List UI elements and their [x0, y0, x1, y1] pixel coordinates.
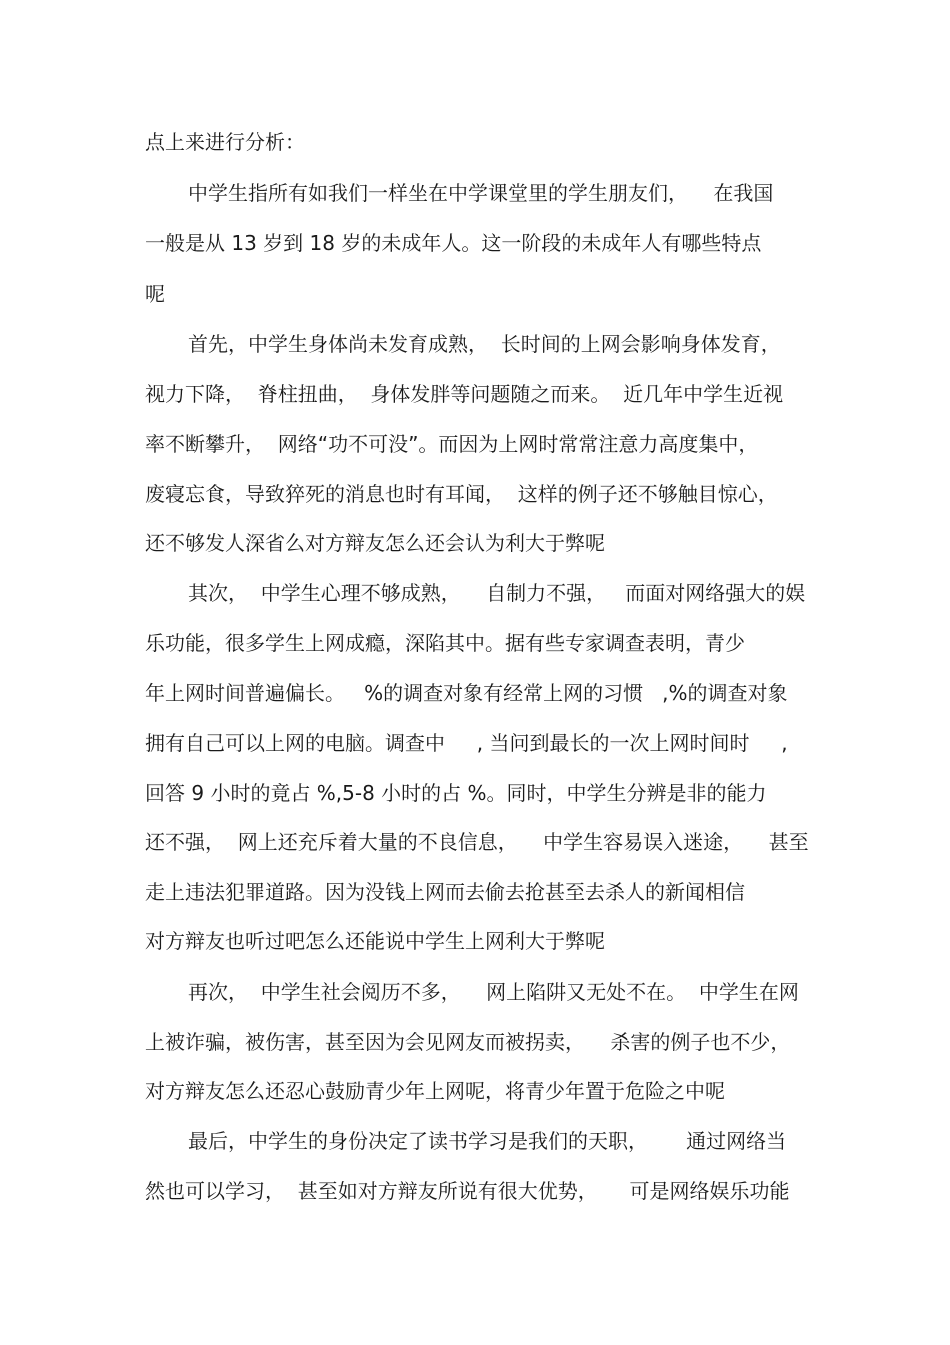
- text-line: 呢: [145, 282, 165, 306]
- text-line: 点上来进行分析：: [145, 130, 305, 154]
- text-line: 废寝忘食，导致猝死的消息也时有耳闻， 这样的例子还不够触目惊心，: [145, 482, 778, 506]
- paragraph-first-line: 再次， 中学生社会阅历不多， 网上陷阱又无处不在。 中学生在网: [188, 980, 799, 1004]
- text-line: 回答 9 小时的竟占 %,5-8 小时的占 %。同时，中学生分辨是非的能力: [145, 781, 767, 805]
- paragraph-first-line: 首先，中学生身体尚未发育成熟， 长时间的上网会影响身体发育，: [188, 332, 781, 356]
- text-line: 视力下降， 脊柱扭曲， 身体发胖等问题随之而来。 近几年中学生近视: [145, 382, 784, 406]
- text-line: 拥有自己可以上网的电脑。调查中 , 当问到最长的一次上网时间时 ,: [145, 731, 788, 755]
- text-line: 然也可以学习， 甚至如对方辩友所说有很大优势， 可是网络娱乐功能: [145, 1179, 790, 1203]
- text-line: 对方辩友怎么还忍心鼓励青少年上网呢，将青少年置于危险之中呢: [145, 1079, 725, 1103]
- paragraph-first-line: 中学生指所有如我们一样坐在中学课堂里的学生朋友们， 在我国: [188, 181, 774, 205]
- text-line: 上被诈骗，被伤害，甚至因为会见网友而被拐卖， 杀害的例子也不少，: [145, 1030, 791, 1054]
- text-line: 率不断攀升， 网络“功不可没”。而因为上网时常常注意力高度集中，: [145, 432, 759, 456]
- text-line: 走上违法犯罪道路。因为没钱上网而去偷去抢甚至去杀人的新闻相信: [145, 880, 745, 904]
- paragraph-first-line: 其次， 中学生心理不够成熟， 自制力不强， 而面对网络强大的娱: [188, 581, 806, 605]
- text-line: 对方辩友也听过吧怎么还能说中学生上网利大于弊呢: [145, 929, 605, 953]
- text-line: 一般是从 13 岁到 18 岁的未成年人。这一阶段的未成年人有哪些特点: [145, 231, 762, 255]
- text-line: 还不强， 网上还充斥着大量的不良信息， 中学生容易误入迷途， 甚至: [145, 830, 809, 854]
- text-line: 乐功能，很多学生上网成瘾，深陷其中。据有些专家调查表明，青少: [145, 631, 745, 655]
- paragraph-first-line: 最后，中学生的身份决定了读书学习是我们的天职， 通过网络当: [188, 1129, 787, 1153]
- text-line: 年上网时间普遍偏长。 %的调查对象有经常上网的习惯 ,%的调查对象: [145, 681, 788, 705]
- text-line: 还不够发人深省么对方辩友怎么还会认为利大于弊呢: [145, 531, 605, 555]
